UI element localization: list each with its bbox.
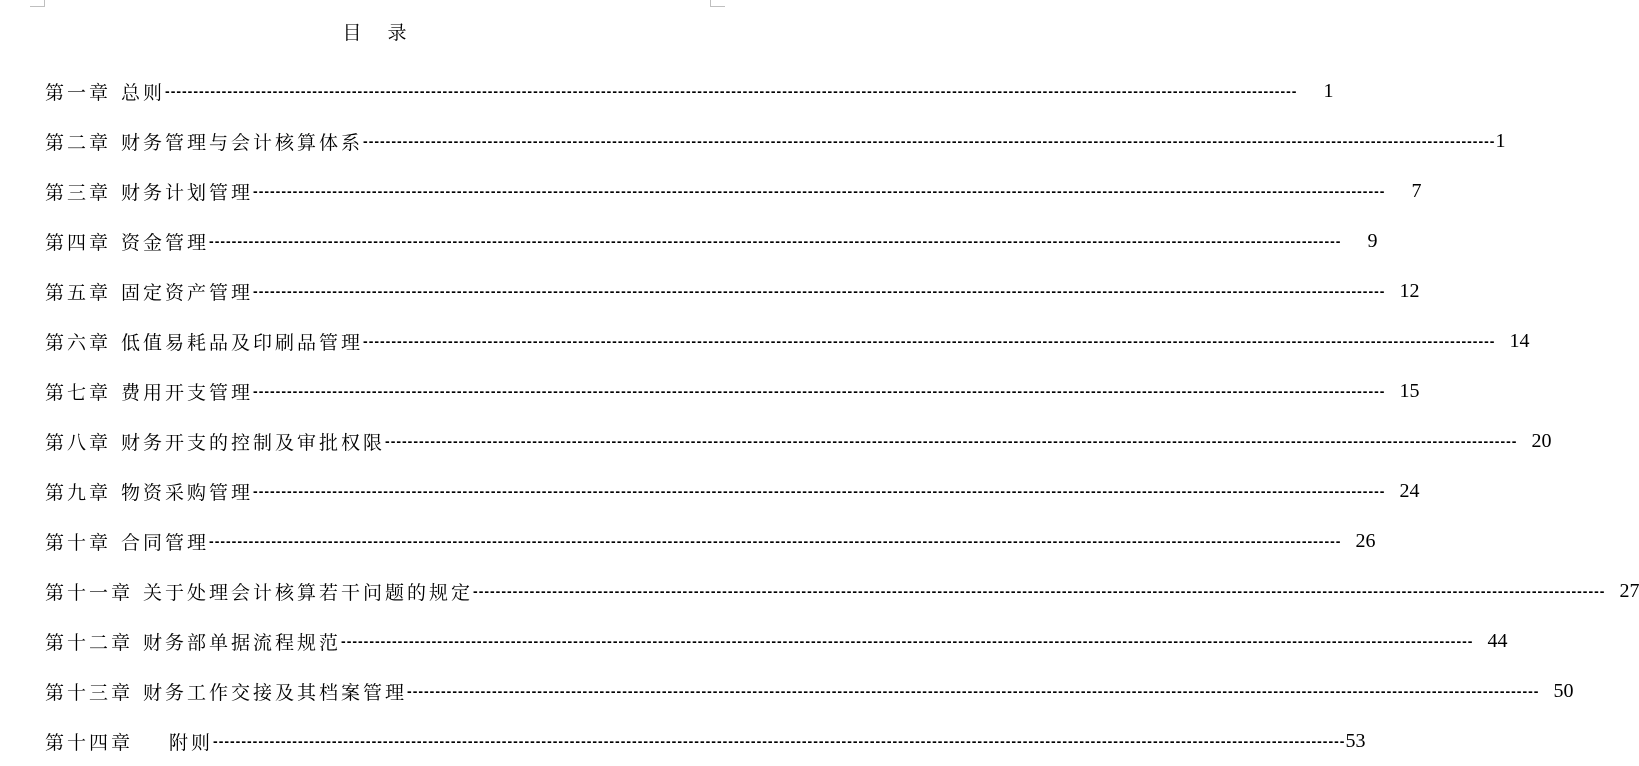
toc-page-number: 14 xyxy=(1509,329,1530,352)
toc-page-number: 20 xyxy=(1531,429,1552,452)
toc-chapter-number: 第十三章 xyxy=(45,681,134,704)
toc-page-number: 12 xyxy=(1399,279,1420,302)
page-corner-mark-left xyxy=(30,0,45,7)
toc-entry[interactable] xyxy=(45,216,1378,266)
toc-dot-leader: -------------------------------------------------------------------------------------------------------------------------------------------------------------------------------------------------------- xyxy=(253,183,1386,199)
toc-entry[interactable] xyxy=(45,416,1552,466)
page-corner-mark-right xyxy=(710,0,725,7)
toc-page-number: 15 xyxy=(1399,379,1420,402)
toc-chapter-title: 合同管理 xyxy=(121,531,210,554)
toc-page-number: 7 xyxy=(1411,179,1422,202)
toc-chapter-title: 财务部单据流程规范 xyxy=(143,631,342,654)
toc-chapter-title: 附则 xyxy=(169,731,214,754)
toc-entry[interactable] xyxy=(45,366,1420,416)
toc-page-number: 24 xyxy=(1399,479,1420,502)
toc-entry[interactable] xyxy=(45,616,1508,666)
toc-page-number: 27 xyxy=(1619,579,1639,602)
toc-entry[interactable] xyxy=(45,166,1422,216)
toc-dot-leader: -------------------------------------------------------------------------------------------------------------------------------------------------------------------------------------------------------- xyxy=(341,633,1474,649)
toc-chapter-title: 费用开支管理 xyxy=(121,381,254,404)
table-of-contents xyxy=(45,66,1639,766)
toc-entry[interactable] xyxy=(45,116,1506,166)
toc-page-number: 1 xyxy=(1323,79,1334,102)
toc-chapter-title: 财务工作交接及其档案管理 xyxy=(143,681,408,704)
toc-chapter-number: 第八章 xyxy=(45,431,112,454)
toc-dot-leader: -------------------------------------------------------------------------------------------------------------------------------------------------------------------------------------------------------- xyxy=(363,333,1496,349)
toc-chapter-number: 第四章 xyxy=(45,231,112,254)
toc-dot-leader: -------------------------------------------------------------------------------------------------------------------------------------------------------------------------------------------------------- xyxy=(253,483,1386,499)
toc-chapter-number: 第九章 xyxy=(45,481,112,504)
toc-page-number: 26 xyxy=(1355,529,1376,552)
toc-chapter-number: 第七章 xyxy=(45,381,112,404)
toc-entry[interactable] xyxy=(45,566,1639,616)
toc-dot-leader: -------------------------------------------------------------------------------------------------------------------------------------------------------------------------------------------------------- xyxy=(407,683,1540,699)
toc-chapter-number: 第二章 xyxy=(45,131,112,154)
toc-chapter-title: 低值易耗品及印刷品管理 xyxy=(121,331,364,354)
toc-dot-leader: -------------------------------------------------------------------------------------------------------------------------------------------------------------------------------------------------------- xyxy=(253,283,1386,299)
toc-chapter-number: 第十一章 xyxy=(45,581,134,604)
toc-chapter-number: 第三章 xyxy=(45,181,112,204)
toc-dot-leader: -------------------------------------------------------------------------------------------------------------------------------------------------------------------------------------------------------- xyxy=(209,233,1342,249)
toc-chapter-number: 第五章 xyxy=(45,281,112,304)
toc-entry[interactable] xyxy=(45,666,1574,716)
toc-dot-leader: -------------------------------------------------------------------------------------------------------------------------------------------------------------------------------------------------------- xyxy=(165,83,1298,99)
toc-dot-leader: -------------------------------------------------------------------------------------------------------------------------------------------------------------------------------------------------------- xyxy=(473,583,1606,599)
toc-chapter-number: 第一章 xyxy=(45,81,112,104)
toc-entry[interactable] xyxy=(45,516,1376,566)
toc-dot-leader: -------------------------------------------------------------------------------------------------------------------------------------------------------------------------------------------------------- xyxy=(213,733,1346,749)
toc-dot-leader: -------------------------------------------------------------------------------------------------------------------------------------------------------------------------------------------------------- xyxy=(209,533,1342,549)
toc-dot-leader: -------------------------------------------------------------------------------------------------------------------------------------------------------------------------------------------------------- xyxy=(253,383,1386,399)
toc-chapter-title: 财务计划管理 xyxy=(121,181,254,204)
toc-chapter-title: 财务管理与会计核算体系 xyxy=(121,131,364,154)
toc-chapter-number: 第十二章 xyxy=(45,631,134,654)
toc-dot-leader: -------------------------------------------------------------------------------------------------------------------------------------------------------------------------------------------------------- xyxy=(385,433,1518,449)
toc-entry[interactable] xyxy=(45,316,1530,366)
toc-chapter-number: 第十章 xyxy=(45,531,112,554)
toc-page-number: 9 xyxy=(1367,229,1378,252)
toc-chapter-title: 资金管理 xyxy=(121,231,210,254)
toc-entry[interactable] xyxy=(45,716,1366,766)
toc-chapter-title: 财务开支的控制及审批权限 xyxy=(121,431,386,454)
toc-entry[interactable] xyxy=(45,466,1420,516)
toc-page-number: 1 xyxy=(1495,129,1506,152)
toc-entry[interactable] xyxy=(45,66,1334,116)
toc-page-number: 53 xyxy=(1345,729,1366,752)
toc-chapter-title: 物资采购管理 xyxy=(121,481,254,504)
toc-chapter-title: 总则 xyxy=(121,81,166,104)
toc-chapter-number: 第十四章 xyxy=(45,731,134,754)
toc-chapter-title: 关于处理会计核算若干问题的规定 xyxy=(143,581,474,604)
toc-entry[interactable] xyxy=(45,266,1420,316)
toc-dot-leader: -------------------------------------------------------------------------------------------------------------------------------------------------------------------------------------------------------- xyxy=(363,133,1496,149)
toc-page-number: 50 xyxy=(1553,679,1574,702)
toc-chapter-title: 固定资产管理 xyxy=(121,281,254,304)
toc-chapter-number: 第六章 xyxy=(45,331,112,354)
toc-page-number: 44 xyxy=(1487,629,1508,652)
toc-heading: 目 录 xyxy=(342,22,417,44)
